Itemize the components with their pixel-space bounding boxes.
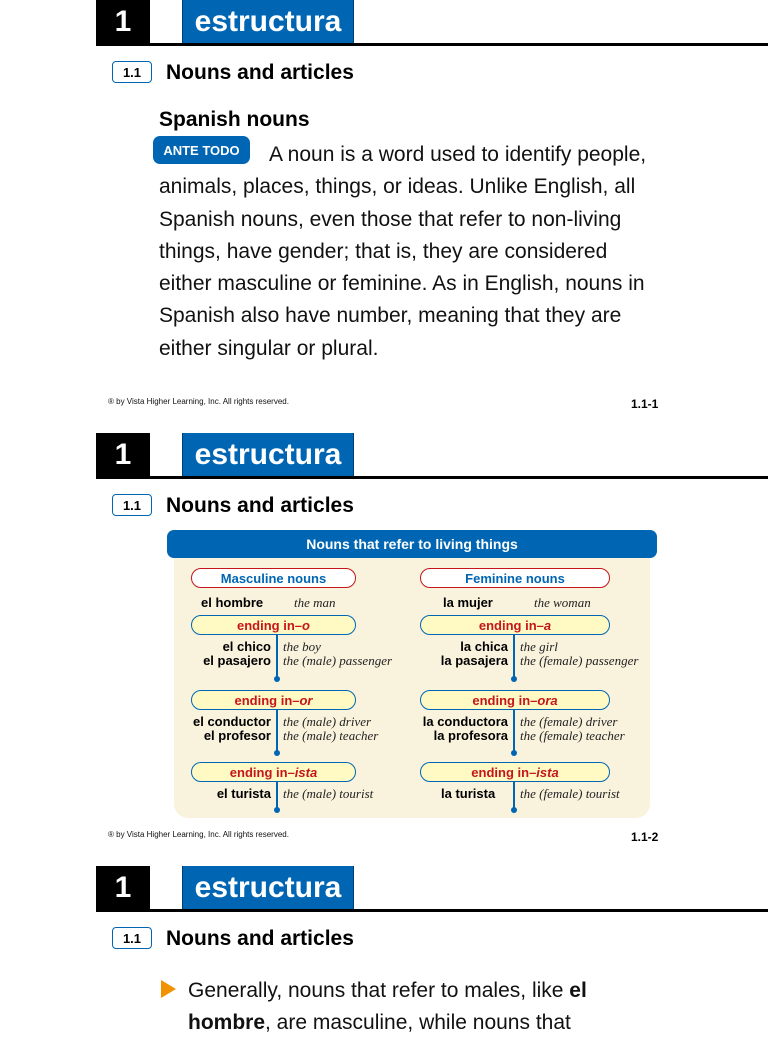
masculine-ending-ista: ending in –ista <box>191 762 356 782</box>
section-number-badge: 1.1 <box>112 61 152 83</box>
connector-dot <box>511 750 517 756</box>
bullet-paragraph: Generally, nouns that refer to males, like el hombre, are masculine, while nouns that <box>188 979 587 1035</box>
chapter-heading: estructura <box>182 866 354 910</box>
masculine-base-es: el hombre <box>201 595 264 610</box>
chapter-number: 1 <box>96 433 150 477</box>
chapter-number: 1 <box>96 0 150 44</box>
section-title: Nouns and articles <box>166 927 354 950</box>
noun-en: the (female) passenger <box>520 653 639 668</box>
connector-line <box>513 635 515 678</box>
footer-copyright: ® by Vista Higher Learning, Inc. All rights reserved. <box>108 397 289 406</box>
intro-paragraph: A noun is a word used to identify people, animals, places, things, or ideas. Unlike English, all Spanish nouns, even those that refer to non-living things, have gender; that is, they are considered either masculine or feminine. As in English, nouns in Spanish also have number, meaning that they are either singular or plural. <box>159 143 647 360</box>
masculine-base-en: the man <box>294 595 336 610</box>
feminine-ending-a: ending in –a <box>420 615 610 635</box>
chapter-number: 1 <box>96 866 150 910</box>
feminine-base-en: the woman <box>534 595 591 610</box>
page-number: 1.1-2 <box>631 830 659 844</box>
noun-en: the (male) passenger <box>283 653 393 668</box>
section-title: Nouns and articles <box>166 61 354 84</box>
bullet-arrow-icon <box>161 980 176 998</box>
subheading: Spanish nouns <box>159 108 310 131</box>
connector-line <box>276 710 278 752</box>
connector-line <box>513 710 515 752</box>
connector-dot <box>274 750 280 756</box>
noun-es: el chico <box>222 639 271 654</box>
masculine-ending-o: ending in –o <box>191 615 356 635</box>
connector-dot <box>511 676 517 682</box>
header-rule <box>96 909 768 912</box>
page-number: 1.1-1 <box>631 397 659 411</box>
connector-dot <box>511 807 517 813</box>
noun-es: el profesor <box>203 728 271 743</box>
section-title: Nouns and articles <box>166 494 354 517</box>
noun-es: el conductor <box>192 714 271 729</box>
noun-en: the (female) driver <box>520 714 618 729</box>
noun-en: the (male) teacher <box>283 728 379 743</box>
noun-en: the boy <box>283 639 321 654</box>
noun-table-title: Nouns that refer to living things <box>167 530 657 558</box>
noun-en: the (female) tourist <box>520 786 620 801</box>
feminine-ending-ora: ending in –ora <box>420 690 610 710</box>
chapter-heading: estructura <box>182 433 354 477</box>
noun-es: la turista <box>441 786 496 801</box>
noun-en: the girl <box>520 639 558 654</box>
noun-en: the (male) tourist <box>283 786 374 801</box>
noun-en: the (female) teacher <box>520 728 625 743</box>
noun-es: la profesora <box>433 728 508 743</box>
chapter-heading: estructura <box>182 0 354 44</box>
connector-line <box>513 782 515 809</box>
ante-todo-badge: ANTE TODO <box>153 136 250 164</box>
footer-copyright: ® by Vista Higher Learning, Inc. All rights reserved. <box>108 830 289 839</box>
masculine-header: Masculine nouns <box>191 568 356 588</box>
section-number-badge: 1.1 <box>112 927 152 949</box>
connector-dot <box>274 807 280 813</box>
noun-es: el pasajero <box>203 653 271 668</box>
section-number-badge: 1.1 <box>112 494 152 516</box>
slide-1 <box>0 0 768 433</box>
header-rule <box>96 476 768 479</box>
feminine-ending-ista: ending in –ista <box>420 762 610 782</box>
noun-es: la pasajera <box>440 653 508 668</box>
feminine-base-es: la mujer <box>443 595 493 610</box>
noun-es: la conductora <box>422 714 508 729</box>
connector-dot <box>274 676 280 682</box>
connector-line <box>276 635 278 678</box>
connector-line <box>276 782 278 809</box>
noun-es: la chica <box>460 639 508 654</box>
header-rule <box>96 43 768 46</box>
masculine-ending-or: ending in –or <box>191 690 356 710</box>
noun-es: el turista <box>216 786 271 801</box>
noun-en: the (male) driver <box>283 714 372 729</box>
feminine-header: Feminine nouns <box>420 568 610 588</box>
